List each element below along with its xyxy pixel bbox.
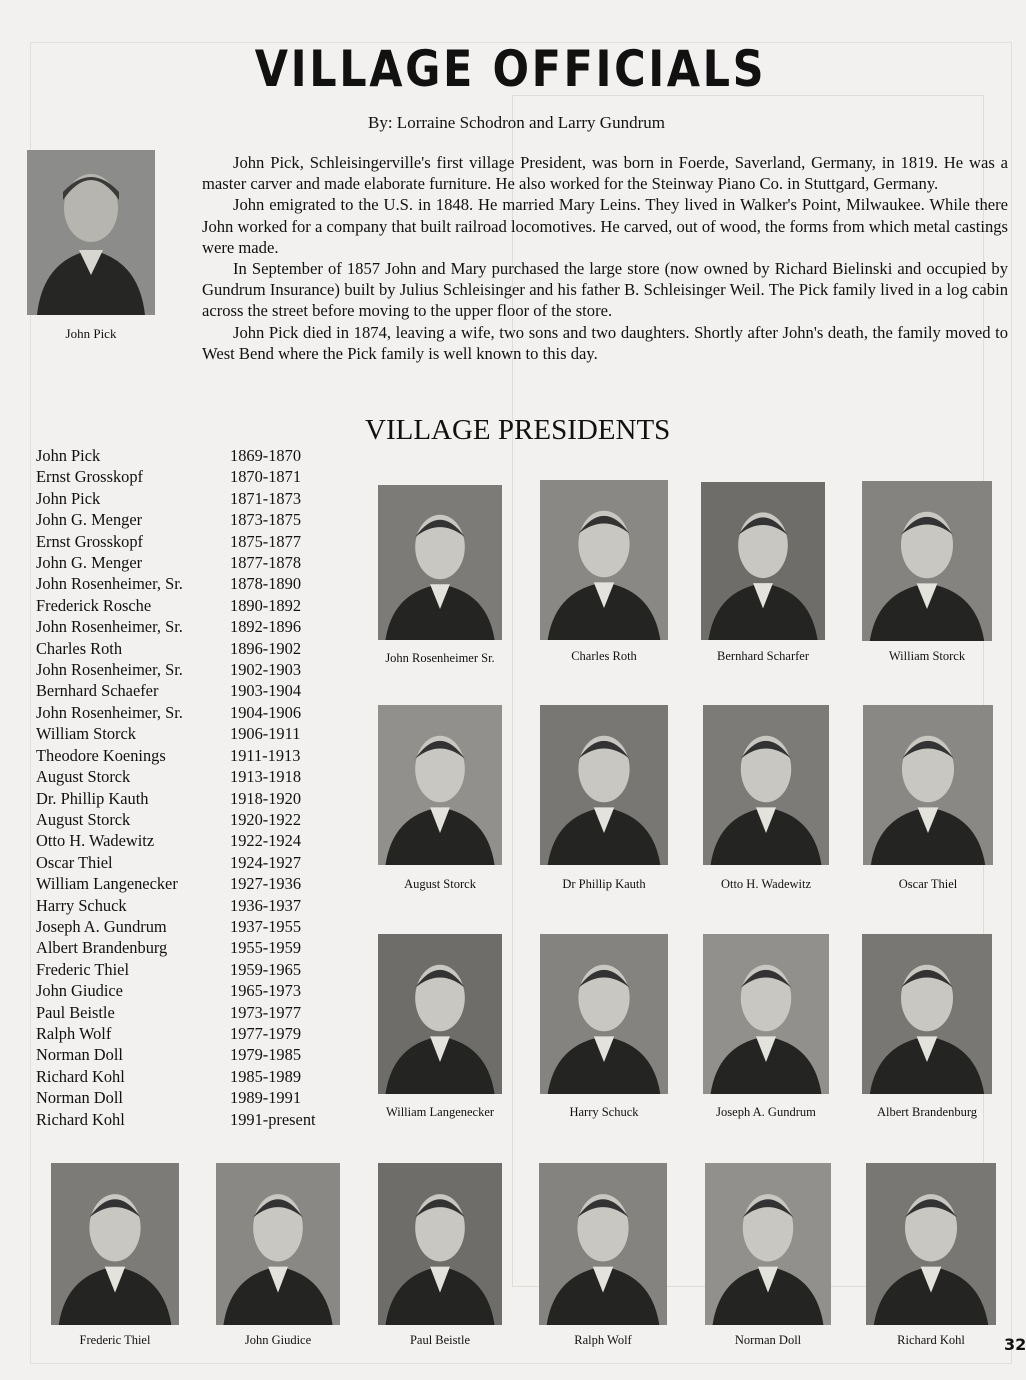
president-name: Ralph Wolf [36, 1023, 112, 1043]
president-term: 1973-1977 [230, 1002, 302, 1022]
president-photo-caption: Richard Kohl [897, 1333, 965, 1347]
president-photo [705, 1163, 831, 1325]
president-term: 1911-1913 [230, 745, 301, 765]
president-term: 1902-1903 [230, 660, 302, 680]
village-presidents-heading: VILLAGE PRESIDENTS [365, 414, 671, 446]
president-photo-caption: Norman Doll [734, 1333, 802, 1347]
president-photo [540, 705, 668, 865]
president-name: Paul Beistle [36, 1002, 115, 1022]
president-term: 1924-1927 [230, 852, 302, 872]
president-name: John Giudice [36, 981, 123, 1001]
president-term: 1877-1878 [230, 553, 302, 573]
president-term: 1922-1924 [230, 831, 302, 851]
president-name: Ernst Grosskopf [36, 531, 143, 551]
president-row [36, 1002, 316, 1023]
president-name: Harry Schuck [36, 895, 127, 915]
president-photo-caption: Harry Schuck [569, 1105, 639, 1119]
president-name: John Rosenheimer, Sr. [36, 574, 183, 594]
president-row [36, 659, 316, 680]
president-term: 1873-1875 [230, 510, 302, 530]
john-pick-portrait [27, 150, 155, 315]
president-row [36, 1044, 316, 1065]
president-name: Norman Doll [36, 1088, 123, 1108]
john-pick-caption: John Pick [65, 326, 117, 341]
president-row [36, 509, 316, 530]
president-term: 1955-1959 [230, 938, 302, 958]
president-row [36, 873, 316, 894]
president-name: August Storck [36, 809, 131, 829]
page-title: VILLAGE OFFICIALS [254, 40, 767, 98]
president-photo [866, 1163, 996, 1325]
president-row [36, 895, 316, 916]
president-name: Albert Brandenburg [36, 938, 168, 958]
president-photo [540, 934, 668, 1094]
president-photo-caption: Joseph A. Gundrum [716, 1105, 816, 1119]
president-term: 1959-1965 [230, 959, 302, 979]
president-photo-caption: Paul Beistle [409, 1333, 471, 1347]
biography-paragraph: In September of 1857 John and Mary purchased the large store (now owned by Richard Bielinski and occupied by Gundrum Insurance) built by Julius Schleisinger and his father B. Schleisinger Weil. The Pick family lived in a log cabin across the street before moving to the upper floor of the store. [202, 259, 1008, 321]
president-name: John Rosenheimer, Sr. [36, 617, 183, 637]
president-term: 1904-1906 [230, 702, 302, 722]
president-row [36, 830, 316, 851]
president-row [36, 916, 316, 937]
president-photo [378, 1163, 502, 1325]
president-term: 1927-1936 [230, 874, 302, 894]
president-row [36, 1023, 316, 1044]
president-term: 1918-1920 [230, 788, 302, 808]
president-photo-caption: John Giudice [244, 1333, 312, 1347]
president-term: 1892-1896 [230, 617, 302, 637]
page-number: 32 [1004, 1335, 1026, 1354]
president-photo-caption: Dr Phillip Kauth [562, 877, 646, 891]
president-photo-caption: William Storck [888, 649, 966, 663]
president-name: William Langenecker [36, 874, 178, 894]
president-row [36, 638, 316, 659]
president-name: Oscar Thiel [36, 852, 113, 872]
president-name: John Pick [36, 488, 101, 508]
president-term: 1979-1985 [230, 1045, 302, 1065]
president-term: 1896-1902 [230, 638, 302, 658]
president-name: John Rosenheimer, Sr. [36, 702, 183, 722]
president-photo [216, 1163, 340, 1325]
president-name: Ernst Grosskopf [36, 467, 143, 487]
president-row [36, 488, 316, 509]
president-photo-caption: Bernhard Scharfer [717, 649, 809, 663]
president-photo [701, 482, 825, 640]
president-name: Dr. Phillip Kauth [36, 788, 149, 808]
president-term: 1985-1989 [230, 1066, 302, 1086]
president-term: 1991-present [230, 1109, 316, 1129]
president-term: 1920-1922 [230, 809, 302, 829]
president-photo-caption: William Langenecker [385, 1105, 495, 1119]
president-photo [540, 480, 668, 640]
president-name: August Storck [36, 767, 131, 787]
president-name: Frederick Rosche [36, 595, 152, 615]
president-term: 1937-1955 [230, 916, 302, 936]
president-photo-caption: Oscar Thiel [898, 877, 958, 891]
president-row [36, 445, 316, 466]
president-photo-caption: John Rosenheimer Sr. [385, 651, 495, 665]
president-row [36, 852, 316, 873]
president-photo [862, 481, 992, 641]
president-term: 1936-1937 [230, 895, 302, 915]
president-term: 1989-1991 [230, 1088, 302, 1108]
president-row [36, 595, 316, 616]
president-row [36, 745, 316, 766]
john-pick-biography [202, 152, 1008, 364]
president-photo-caption: Ralph Wolf [574, 1333, 632, 1347]
president-row [36, 466, 316, 487]
president-photo-caption: Albert Brandenburg [876, 1105, 978, 1119]
president-photo [378, 705, 502, 865]
biography-paragraph: John emigrated to the U.S. in 1848. He married Mary Leins. They lived in Walker's Point, Milwaukee. While there John worked for a company that built railroad locomotives. He carved, out of wood, the forms from which metal castings were made. [202, 195, 1008, 257]
president-row [36, 788, 316, 809]
president-name: John Rosenheimer, Sr. [36, 660, 183, 680]
president-photo-caption: Charles Roth [571, 649, 637, 663]
president-name: Frederic Thiel [36, 959, 129, 979]
president-term: 1903-1904 [230, 681, 302, 701]
president-row [36, 959, 316, 980]
president-photo [539, 1163, 667, 1325]
president-term: 1869-1870 [230, 446, 302, 465]
president-name: Norman Doll [36, 1045, 123, 1065]
president-name: Charles Roth [36, 638, 123, 658]
president-term: 1870-1871 [230, 467, 302, 487]
president-photo [51, 1163, 179, 1325]
president-photo [703, 705, 829, 865]
president-row [36, 723, 316, 744]
president-name: Theodore Koenings [36, 745, 166, 765]
president-row [36, 1109, 316, 1130]
president-row [36, 573, 316, 594]
president-term: 1890-1892 [230, 595, 302, 615]
president-row [36, 937, 316, 958]
president-photo [378, 485, 502, 640]
president-term: 1875-1877 [230, 531, 302, 551]
president-row [36, 531, 316, 552]
president-photo-caption: Otto H. Wadewitz [720, 877, 812, 891]
biography-paragraph: John Pick, Schleisingerville's first village President, was born in Foerde, Saverland, Germany, in 1819. He was a master carver and made elaborate furniture. He also worked for the Steinway Piano Co. in Stuttgard, Germany. [202, 153, 1008, 194]
president-term: 1871-1873 [230, 488, 302, 508]
president-row [36, 1087, 316, 1108]
president-name: Richard Kohl [36, 1109, 125, 1129]
president-name: Bernhard Schaefer [36, 681, 159, 701]
president-row [36, 809, 316, 830]
president-name: Richard Kohl [36, 1066, 125, 1086]
president-name: John G. Menger [36, 553, 143, 573]
president-row [36, 680, 316, 701]
president-row [36, 552, 316, 573]
president-name: Joseph A. Gundrum [36, 916, 167, 936]
president-term: 1878-1890 [230, 574, 302, 594]
president-row [36, 702, 316, 723]
president-row [36, 980, 316, 1001]
byline: By: Lorraine Schodron and Larry Gundrum [368, 113, 665, 132]
president-photo-caption: August Storck [404, 877, 476, 891]
president-term: 1913-1918 [230, 767, 302, 787]
president-term: 1977-1979 [230, 1023, 302, 1043]
president-name: Otto H. Wadewitz [36, 831, 155, 851]
president-name: William Storck [36, 724, 136, 744]
president-name: John G. Menger [36, 510, 143, 530]
president-photo [862, 934, 992, 1094]
president-row [36, 616, 316, 637]
president-photo-caption: Frederic Thiel [79, 1333, 151, 1347]
president-row [36, 766, 316, 787]
president-photo [378, 934, 502, 1094]
president-row [36, 1066, 316, 1087]
president-photo [863, 705, 993, 865]
president-name: John Pick [36, 446, 101, 465]
presidents-list [36, 445, 316, 1130]
president-photo [703, 934, 829, 1094]
president-term: 1965-1973 [230, 981, 302, 1001]
president-term: 1906-1911 [230, 724, 301, 744]
biography-paragraph: John Pick died in 1874, leaving a wife, two sons and two daughters. Shortly after John's death, the family moved to West Bend where the Pick family is well known to this day. [202, 322, 1008, 363]
